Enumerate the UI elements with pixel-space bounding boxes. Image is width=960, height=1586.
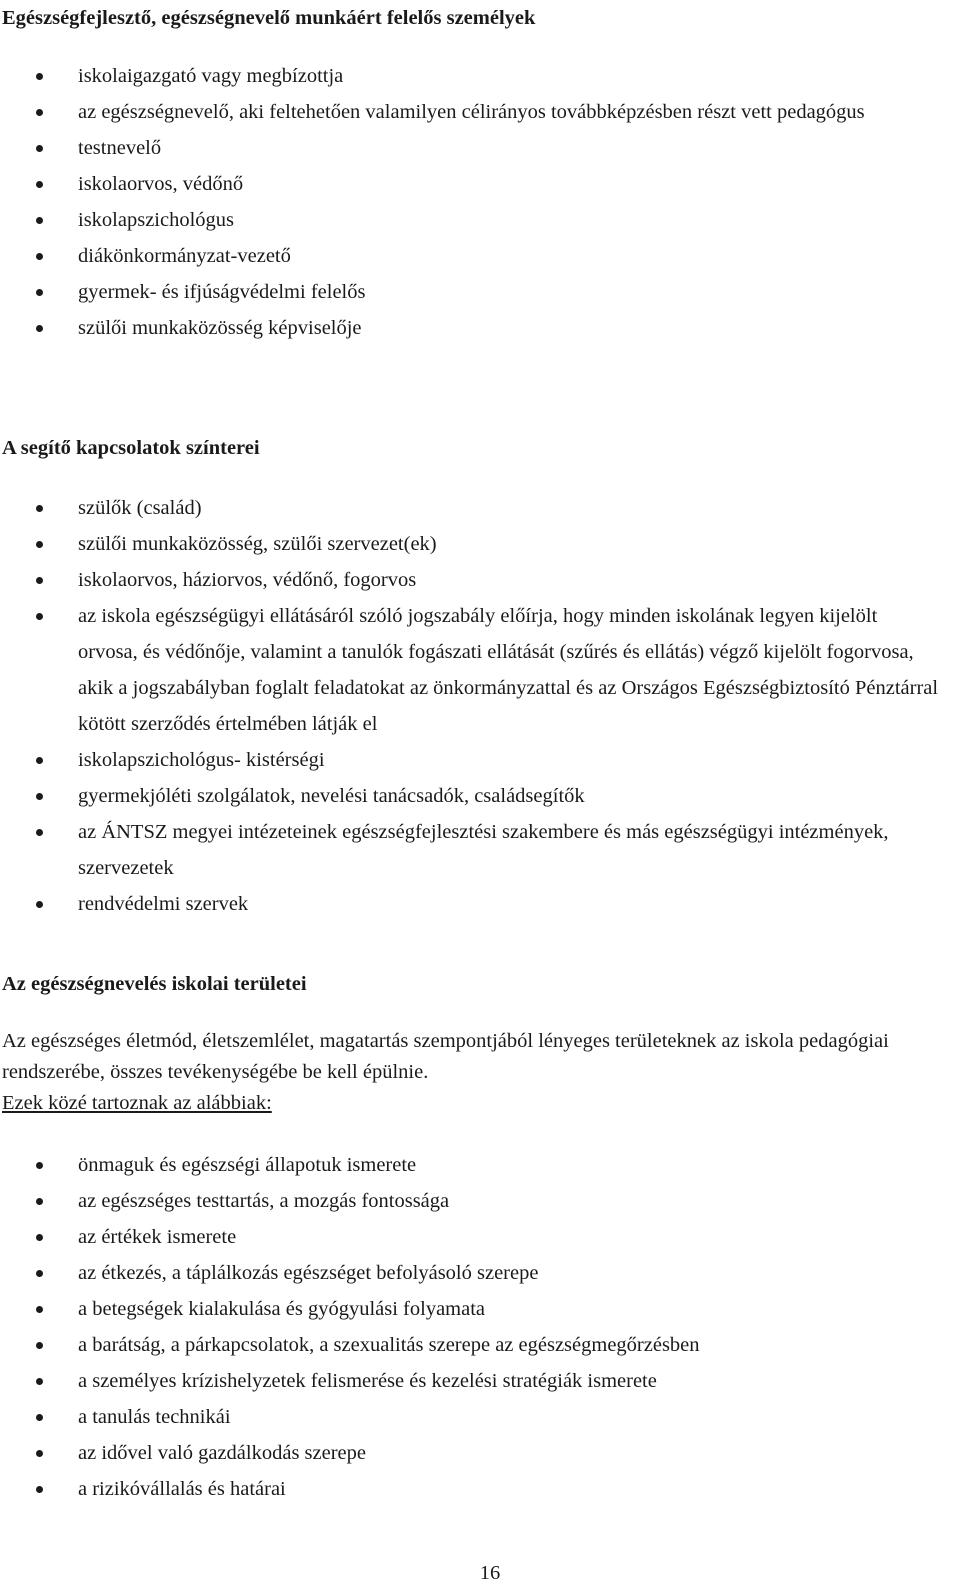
list-item: szülői munkaközösség, szülői szervezet(ek)	[0, 526, 940, 562]
bullet-icon	[36, 757, 43, 764]
bullet-icon	[36, 1450, 43, 1457]
bullet-icon	[36, 1270, 43, 1277]
list-item: a személyes krízishelyzetek felismerése és kezelési stratégiák ismerete	[0, 1363, 940, 1399]
bullet-icon	[36, 829, 43, 836]
list-item: testnevelő	[0, 130, 940, 166]
section-heading-support: A segítő kapcsolatok színterei	[2, 437, 260, 459]
bullet-icon	[36, 1342, 43, 1349]
bullet-icon	[36, 73, 43, 80]
list-item: a rizikóvállalás és határai	[0, 1471, 940, 1507]
intro-underlined-text: Ezek közé tartoznak az alábbiak:	[2, 1092, 272, 1114]
list-item: az étkezés, a táplálkozás egészséget befolyásoló szerepe	[0, 1255, 940, 1291]
bullet-icon	[36, 793, 43, 800]
bullet-icon	[36, 1306, 43, 1313]
list-item: iskolaorvos, védőnő	[0, 166, 940, 202]
list-item: a betegségek kialakulása és gyógyulási folyamata	[0, 1291, 940, 1327]
list-item: a tanulás technikái	[0, 1399, 940, 1435]
list-item: gyermek- és ifjúságvédelmi felelős	[0, 274, 940, 310]
list-item: az egészséges testtartás, a mozgás fontossága	[0, 1183, 940, 1219]
bullet-icon	[36, 289, 43, 296]
list-item: diákönkormányzat-vezető	[0, 238, 940, 274]
list-item: önmaguk és egészségi állapotuk ismerete	[0, 1147, 940, 1183]
staff-list	[0, 58, 940, 346]
page-number: 16	[479, 1562, 501, 1584]
section-heading-areas: Az egészségnevelés iskolai területei	[2, 973, 307, 995]
list-item: iskolapszichológus	[0, 202, 940, 238]
list-item: iskolaigazgató vagy megbízottja	[0, 58, 940, 94]
bullet-icon	[36, 1198, 43, 1205]
list-item: a barátság, a párkapcsolatok, a szexualitás szerepe az egészségmegőrzésben	[0, 1327, 940, 1363]
list-item: gyermekjóléti szolgálatok, nevelési tanácsadók, családsegítők	[0, 778, 940, 814]
list-item: iskolapszichológus- kistérségi	[0, 742, 940, 778]
bullet-icon	[36, 109, 43, 116]
list-item: rendvédelmi szervek	[0, 886, 940, 922]
list-item: szülők (család)	[0, 490, 940, 526]
list-item: az értékek ismerete	[0, 1219, 940, 1255]
bullet-icon	[36, 1234, 43, 1241]
list-item: az idővel való gazdálkodás szerepe	[0, 1435, 940, 1471]
list-item: szülői munkaközösség képviselője	[0, 310, 940, 346]
support-list	[0, 490, 940, 922]
bullet-icon	[36, 325, 43, 332]
bullet-icon	[36, 577, 43, 584]
bullet-icon	[36, 145, 43, 152]
bullet-icon	[36, 901, 43, 908]
section-heading-staff: Egészségfejlesztő, egészségnevelő munkáért felelős személyek	[2, 7, 536, 29]
list-item: iskolaorvos, háziorvos, védőnő, fogorvos	[0, 562, 940, 598]
bullet-icon	[36, 1378, 43, 1385]
list-item: az iskola egészségügyi ellátásáról szóló jogszabály előírja, hogy minden iskolának legyen kijelölt orvosa, és védőnője, valamint a tanulók fogászati ellátását (szűrés és ellátás) végző kijelölt fogorvosa, akik a jogszabályban foglalt feladatokat az önkormányzattal és az Országos Egészségbiztosító Pénztárral kötött szerződés értelmében látják el	[0, 598, 940, 742]
list-item: az ÁNTSZ megyei intézeteinek egészségfejlesztési szakembere és más egészségügyi intézmények, szervezetek	[0, 814, 940, 886]
bullet-icon	[36, 253, 43, 260]
bullet-icon	[36, 505, 43, 512]
bullet-icon	[36, 217, 43, 224]
list-item: az egészségnevelő, aki feltehetően valamilyen célirányos továbbképzésben részt vett pedagógus	[0, 94, 940, 130]
bullet-icon	[36, 181, 43, 188]
intro-paragraph	[2, 1026, 942, 1119]
bullet-icon	[36, 1162, 43, 1169]
bullet-icon	[36, 541, 43, 548]
bullet-icon	[36, 1486, 43, 1493]
intro-text: Az egészséges életmód, életszemlélet, magatartás szempontjából lényeges területeknek az iskola pedagógiai rendszerébe, összes tevékenységébe be kell épülnie.	[2, 1030, 889, 1083]
bullet-icon	[36, 613, 43, 620]
areas-list	[0, 1147, 940, 1507]
bullet-icon	[36, 1414, 43, 1421]
